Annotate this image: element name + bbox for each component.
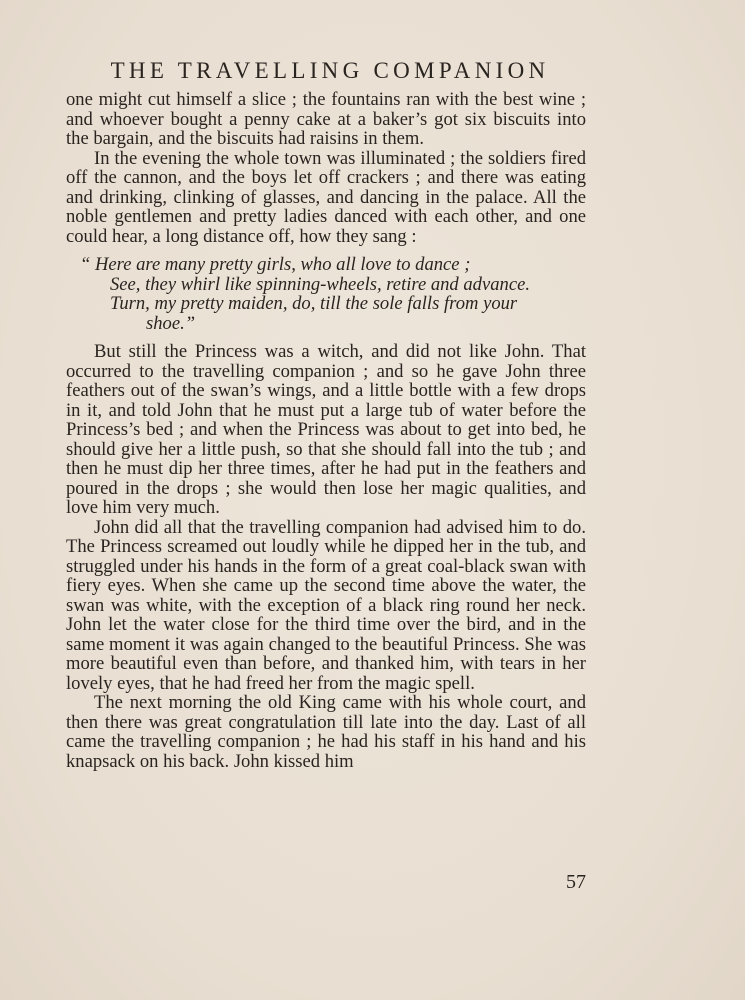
body-text bbox=[66, 90, 586, 771]
paragraph: But still the Princess was a witch, and did not like John. That occurred to the travelling companion ; and so he gave John three feathers out of the swan’s wings, and a little bottle with a few drops in it, and told John that he must put a large tub of water before the Princess’s bed ; and when the Princess was about to get into bed, he should give her a little push, so that she should fall into the tub ; and then he must dip her three times, after he had put in the feathers and poured in the drops ; she would then lose her magic qualities, and love him very much. bbox=[66, 341, 586, 518]
paragraph: one might cut himself a slice ; the fountains ran with the best wine ; and whoever bought a penny cake at a baker’s got six biscuits into the bargain, and the biscuits had raisins in them. bbox=[66, 89, 586, 149]
song-verse bbox=[66, 255, 586, 333]
paragraph: John did all that the travelling companion had advised him to do. The Princess screamed out loudly while he dipped her in the tub, and struggled under his hands in the form of a great coal-black swan with fiery eyes. When she came up the second time above the water, the swan was white, with the exception of a black ring round her neck. John let the water close for the third time over the bird, and in the same moment it was again changed to the beautiful Princess. She was more beautiful even than before, and thanked him, with tears in her lovely eyes, that he had freed her from the magic spell. bbox=[66, 516, 586, 694]
verse-line: shoe.” bbox=[146, 312, 196, 334]
page-number: 57 bbox=[566, 871, 586, 893]
verse-line: “ Here are many pretty girls, who all love to dance ; bbox=[80, 254, 471, 275]
verse-line: Turn, my pretty maiden, do, till the sole falls from your bbox=[110, 293, 518, 314]
paragraph: In the evening the whole town was illuminated ; the soldiers fired off the cannon, and the boys let off crackers ; and there was eating and drinking, clinking of glasses, and dancing in the palace. All the noble gentlemen and pretty ladies danced with each other, and one could hear, a long distance off, how they sang : bbox=[66, 147, 586, 247]
paragraph: The next morning the old King came with his whole court, and then there was great congratulation till late into the day. Last of all came the travelling companion ; he had his staff in his hand and his knapsack on his back. John kissed him bbox=[66, 692, 586, 772]
verse-line: See, they whirl like spinning-wheels, retire and advance. bbox=[110, 273, 530, 295]
running-head: THE TRAVELLING COMPANION bbox=[110, 58, 550, 83]
